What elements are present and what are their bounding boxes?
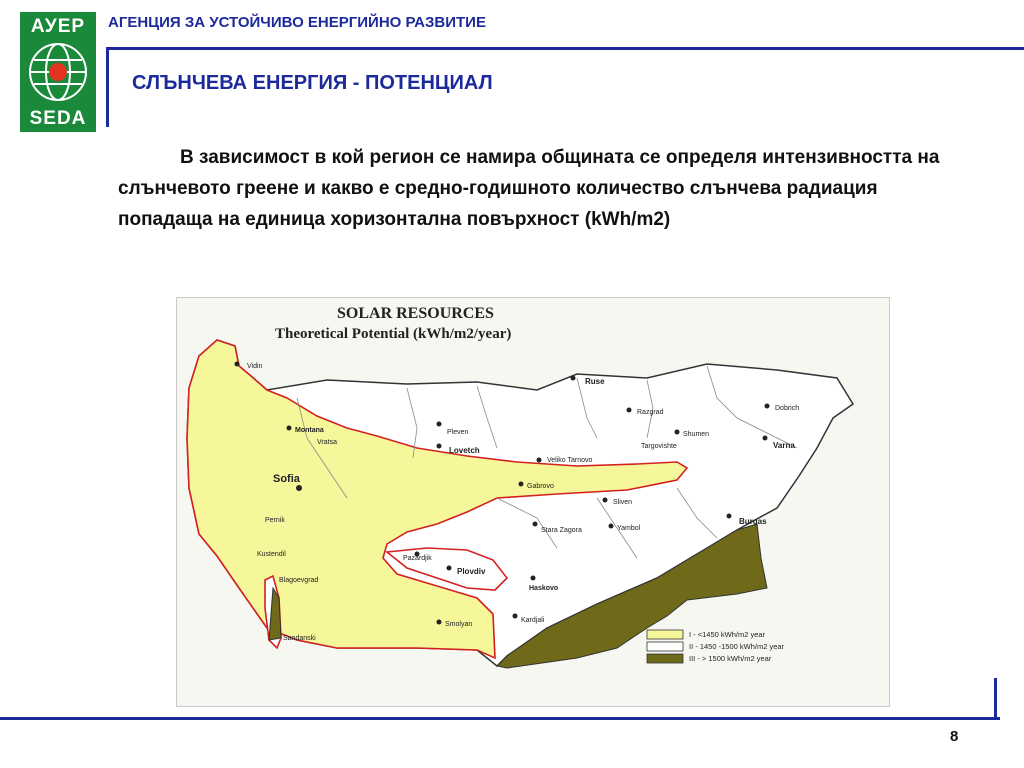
solar-resources-map xyxy=(176,297,890,707)
map-title: SOLAR RESOURCES xyxy=(337,305,494,322)
city-marker-kardjali xyxy=(513,614,518,619)
slide-title: СЛЪНЧЕВА ЕНЕРГИЯ - ПОТЕНЦИАЛ xyxy=(132,72,493,94)
city-marker-sliven xyxy=(603,498,608,503)
city-marker-lovetch xyxy=(437,444,442,449)
city-marker-stara-zagora xyxy=(533,522,538,527)
city-marker-vidin xyxy=(235,362,240,367)
agency-name: АГЕНЦИЯ ЗА УСТОЙЧИВО ЕНЕРГИЙНО РАЗВИТИЕ xyxy=(108,14,486,31)
legend-label-zone-iii: III - > 1500 kWh/m2 year xyxy=(689,654,772,663)
city-label-plovdiv: Plovdiv xyxy=(457,567,486,576)
logo-globe-icon xyxy=(26,40,90,104)
map-subtitle: Theoretical Potential (kWh/m2/year) xyxy=(275,326,512,342)
logo-top-text: АУЕР xyxy=(30,16,86,37)
city-marker-razgrad xyxy=(627,408,632,413)
city-label-pleven: Pleven xyxy=(447,429,469,436)
bulgaria-map-svg xyxy=(177,298,889,706)
city-label-kardjali: Kardjali xyxy=(521,617,545,624)
legend-label-zone-i: I - <1450 kWh/m2 year xyxy=(689,630,766,639)
city-label-targovishte: Targovishte xyxy=(641,443,677,450)
footer-divider xyxy=(0,717,1000,720)
city-label-haskovo: Haskovo xyxy=(529,585,559,592)
header-vertical-divider xyxy=(106,47,109,127)
city-label-varna: Varna xyxy=(773,441,795,450)
city-marker-yambol xyxy=(609,524,614,529)
city-marker-ruse xyxy=(571,376,576,381)
footer-vertical-divider xyxy=(994,678,997,720)
city-marker-sofia xyxy=(296,485,302,491)
city-label-kustendil: Kustendil xyxy=(257,551,286,558)
header-divider xyxy=(106,47,1024,50)
city-label-vidin: Vidin xyxy=(247,363,263,370)
city-marker-shumen xyxy=(675,430,680,435)
city-marker-veliko-tarnovo xyxy=(537,458,542,463)
city-label-lovetch: Lovetch xyxy=(449,446,480,455)
city-marker-montana xyxy=(287,426,292,431)
city-label-dobrich: Dobrich xyxy=(775,405,800,412)
city-marker-plovdiv xyxy=(447,566,452,571)
city-label-sliven: Sliven xyxy=(613,499,633,506)
city-label-burgas: Burgas xyxy=(739,517,767,526)
city-marker-pleven xyxy=(437,422,442,427)
legend-swatch-zone-iii xyxy=(647,654,683,663)
legend-swatch-zone-i xyxy=(647,630,683,639)
city-label-blagoevgrad: Blagoevgrad xyxy=(279,577,319,584)
body-paragraph: В зависимост в кой регион се намира общината се определя интензивността на слънчевото греене и какво е средно-годишното количество слънчева радиация попадаща на единица хоризонтална повърхност (kWh/m2) xyxy=(118,147,940,230)
city-label-montana: Montana xyxy=(295,427,324,434)
city-label-stara-zagora: Stara Zagora xyxy=(541,527,582,534)
city-label-vratsa: Vratsa xyxy=(317,439,337,446)
city-label-pernik: Pernik xyxy=(265,517,285,524)
city-label-gabrovo: Gabrovo xyxy=(527,483,554,490)
city-marker-burgas xyxy=(727,514,732,519)
legend-swatch-zone-ii xyxy=(647,642,683,651)
city-label-yambol: Yambol xyxy=(617,525,641,532)
seda-logo xyxy=(20,12,96,132)
city-label-razgrad: Razgrad xyxy=(637,409,664,416)
city-label-smolyan: Smolyan xyxy=(445,621,473,628)
legend-label-zone-ii: II - 1450 -1500 kWh/m2 year xyxy=(689,642,785,651)
logo-bottom-text: SEDA xyxy=(29,108,87,129)
city-marker-gabrovo xyxy=(519,482,524,487)
city-label-ruse: Ruse xyxy=(585,377,605,386)
city-label-sandanski: Sandanski xyxy=(283,635,316,642)
city-label-shumen: Shumen xyxy=(683,431,710,438)
city-marker-smolyan xyxy=(437,620,442,625)
city-marker-haskovo xyxy=(531,576,536,581)
city-marker-dobrich xyxy=(765,404,770,409)
city-label-veliko-tarnovo: Veliko Tarnovo xyxy=(547,457,593,464)
city-label-pazardjik: Pazardjik xyxy=(403,555,432,562)
map-legend xyxy=(647,630,785,663)
page-number: 8 xyxy=(950,728,959,745)
city-marker-varna xyxy=(763,436,768,441)
city-label-sofia: Sofia xyxy=(273,473,300,485)
